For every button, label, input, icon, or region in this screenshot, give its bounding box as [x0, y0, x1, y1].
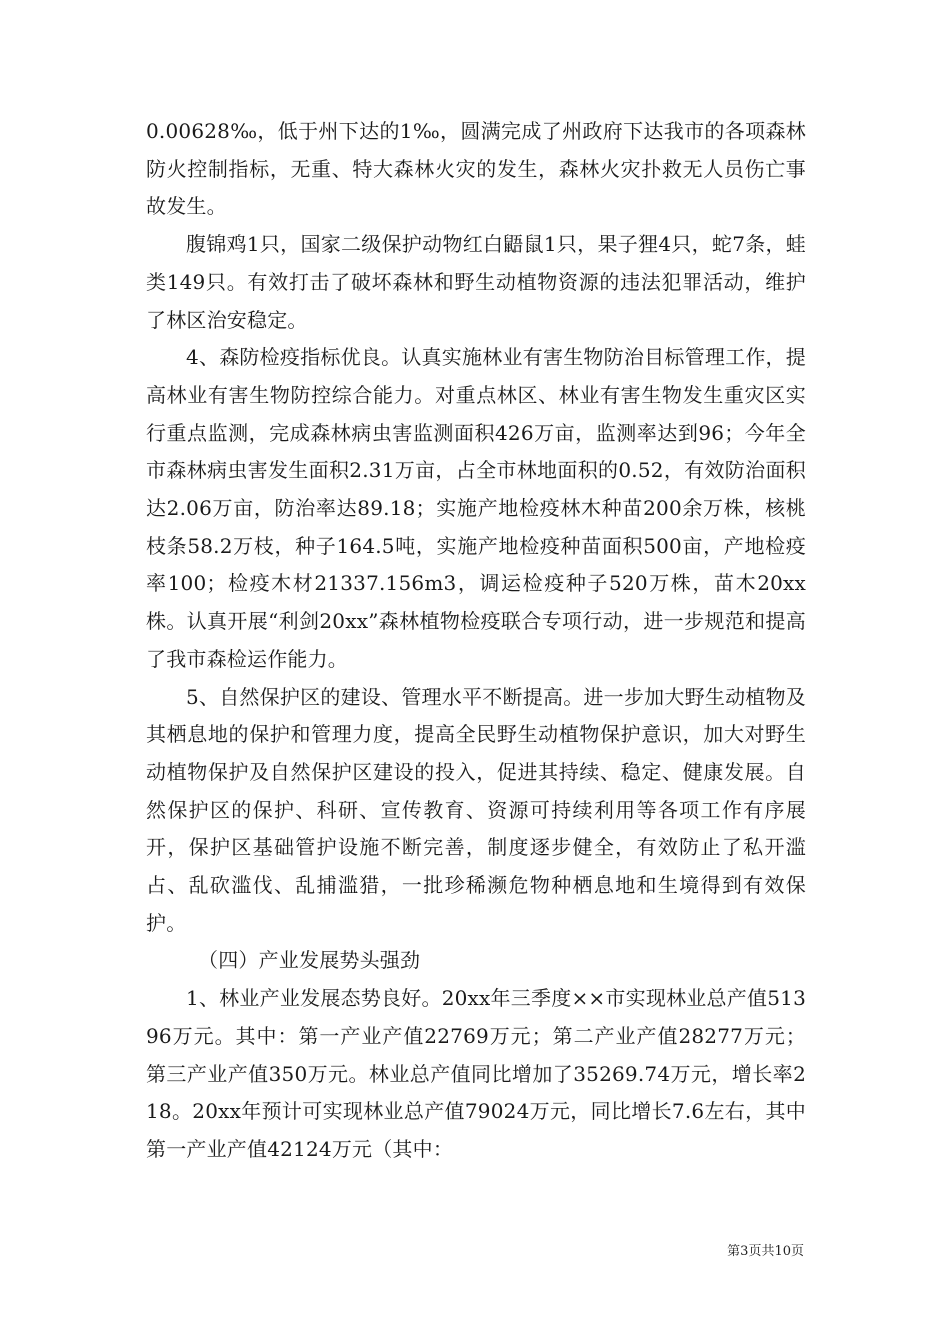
section-heading-industry: （四）产业发展势头强劲: [198, 948, 421, 973]
paragraph-forest-quarantine: 4、森防检疫指标优良。认真实施林业有害生物防治目标管理工作，提高林业有害生物防控综合能力。对重点林区、林业有害生物发生重灾区实行重点监测，完成森林病虫害监测面积426万亩，监测率达到96；今年全市森林病虫害发生面积2.31万亩，占全市林地面积的0.52，有效防治面积达2.06万亩，防治率达89.18；实施产地检疫林木种苗200余万株，核桃枝条58.2万枝，种子164.5吨，实施产地检疫种苗面积500亩，产地检疫率100；检疫木材21337.156m3，调运检疫种子520万株，苗木20xx株。认真开展“利剑20xx”森林植物检疫联合专项行动，进一步规范和提高了我市森检运作能力。: [146, 345, 806, 671]
paragraph-forestry-output: 1、林业产业发展态势良好。20xx年三季度××市实现林业总产值51396万元。其中：第一产业产值22769万元；第二产业产值28277万元；第三产业产值350万元。林业总产值同比增加了35269.74万元，增长率218。20xx年预计可实现林业总产值79024万元，同比增长7.6左右，其中第一产业产值42124万元（其中：: [146, 986, 806, 1161]
paragraph-fire-control: 0.00628‰，低于州下达的1‰，圆满完成了州政府下达我市的各项森林防火控制指标，无重、特大森林火灾的发生，森林火灾扑救无人员伤亡事故发生。: [146, 119, 806, 219]
document-body: [146, 113, 806, 1169]
paragraph-nature-reserve: 5、自然保护区的建设、管理水平不断提高。进一步加大野生动植物及其栖息地的保护和管理力度，提高全民野生动植物保护意识，加大对野生动植物保护及自然保护区建设的投入，促进其持续、稳定、健康发展。自然保护区的保护、科研、宣传教育、资源可持续利用等各项工作有序展开，保护区基础管护设施不断完善，制度逐步健全，有效防止了私开滥占、乱砍滥伐、乱捕滥猎，一批珍稀濒危物种栖息地和生境得到有效保护。: [146, 684, 806, 935]
paragraph-wildlife: 腹锦鸡1只，国家二级保护动物红白鼯鼠1只，果子狸4只，蛇7条，蛙类149只。有效打击了破坏森林和野生动植物资源的违法犯罪活动，维护了林区治安稳定。: [146, 232, 806, 332]
page-number-footer: 第3页共10页: [727, 1244, 804, 1259]
